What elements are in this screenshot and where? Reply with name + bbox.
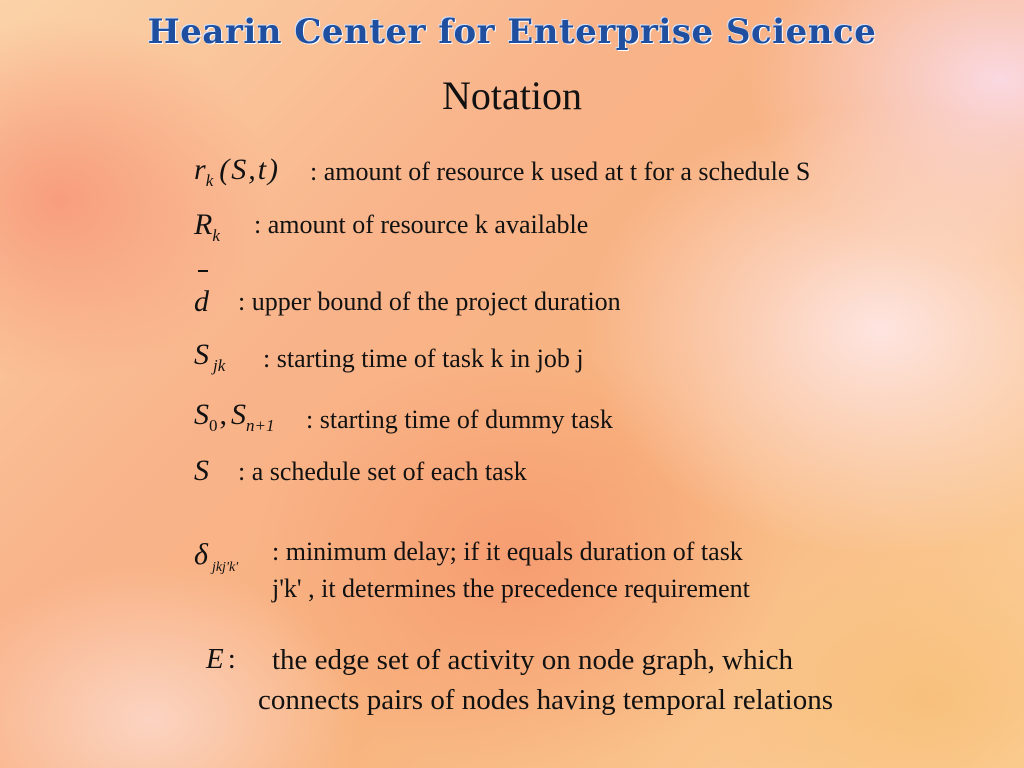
slide-title: Notation <box>442 73 582 118</box>
symbol-Sn1-sub: n+1 <box>246 416 275 435</box>
desc-E-line1: the edge set of activity on node graph, which <box>272 644 794 676</box>
symbol-r-k-sub: k <box>205 171 214 190</box>
header-title: Hearin Center for Enterprise Science <box>147 12 877 52</box>
desc-E-line2: connects pairs of nodes having temporal relations <box>258 684 834 716</box>
desc-d-bar: : upper bound of the project duration <box>238 287 621 316</box>
symbol-S-jk <box>194 338 226 375</box>
desc-S0-Sn1: : starting time of dummy task <box>306 405 613 434</box>
symbol-r-k-args: (S,t) <box>219 153 281 186</box>
symbol-E-main: E <box>206 643 224 675</box>
symbol-d-bar-main: d <box>194 285 209 318</box>
symbol-S-main: S <box>194 454 209 487</box>
desc-S: : a schedule set of each task <box>238 457 527 486</box>
symbol-d-bar <box>194 287 209 317</box>
symbol-Sn1-main: S <box>231 398 246 431</box>
symbol-r-k <box>194 153 281 190</box>
desc-r-k: : amount of resource k used at t for a schedule S <box>310 157 811 186</box>
symbol-delta-main: δ <box>194 538 208 571</box>
symbol-S0-Sn1 <box>194 398 275 435</box>
desc-delta-line1: : minimum delay; if it equals duration of task <box>272 537 743 566</box>
symbol-S0-Sn1-separator: , <box>219 398 227 431</box>
symbol-S0-main: S <box>194 398 209 431</box>
symbol-R-k-main: R <box>194 208 213 241</box>
symbol-R-k <box>194 208 220 245</box>
desc-R-k: : amount of resource k available <box>254 210 589 239</box>
symbol-r-k-main: r <box>194 153 206 186</box>
desc-S-jk: : starting time of task k in job j <box>263 344 584 373</box>
symbol-S <box>194 456 209 486</box>
symbol-E-separator: : <box>227 643 236 675</box>
symbol-S-jk-main: S <box>194 338 209 371</box>
symbol-R-k-sub: k <box>212 226 220 245</box>
symbol-S0-sub: 0 <box>209 416 218 435</box>
symbol-E <box>206 645 236 674</box>
symbol-S-jk-sub: jk <box>213 356 226 375</box>
symbol-delta-sub: jkj'k' <box>211 560 239 575</box>
d-bar-overline <box>198 270 208 272</box>
desc-delta-line2: j'k' , it determines the precedence requirement <box>272 574 750 603</box>
symbol-delta <box>194 538 239 575</box>
